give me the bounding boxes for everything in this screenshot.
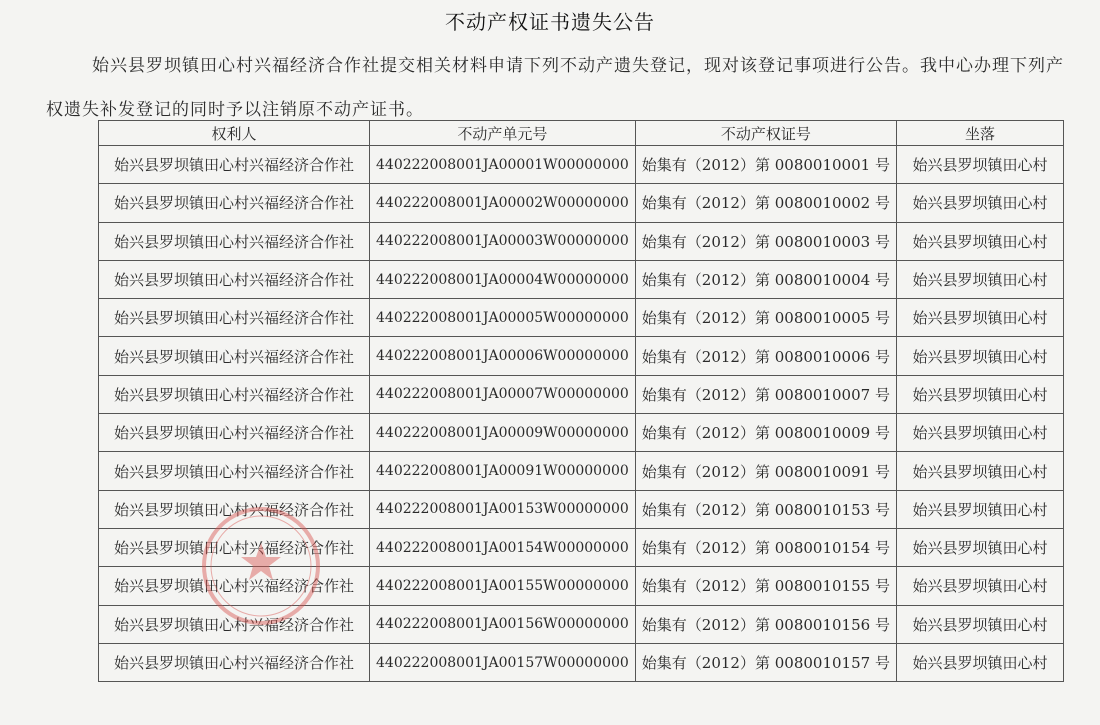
cell-location: 始兴县罗坝镇田心村 bbox=[896, 605, 1063, 643]
cell-unit-number: 440222008001JA00091W00000000 bbox=[370, 452, 636, 490]
cell-location: 始兴县罗坝镇田心村 bbox=[896, 260, 1063, 298]
cell-certificate-number: 始集有（2012）第 0080010007 号 bbox=[635, 375, 896, 413]
table-body bbox=[99, 146, 1064, 682]
cell-owner: 始兴县罗坝镇田心村兴福经济合作社 bbox=[99, 452, 370, 490]
header-owner: 权利人 bbox=[99, 121, 370, 146]
table-row bbox=[99, 375, 1064, 413]
cell-unit-number: 440222008001JA00153W00000000 bbox=[370, 490, 636, 528]
table-row bbox=[99, 605, 1064, 643]
table-row bbox=[99, 184, 1064, 222]
cell-certificate-number: 始集有（2012）第 0080010004 号 bbox=[635, 260, 896, 298]
cell-certificate-number: 始集有（2012）第 0080010005 号 bbox=[635, 299, 896, 337]
cell-certificate-number: 始集有（2012）第 0080010154 号 bbox=[635, 528, 896, 566]
cell-unit-number: 440222008001JA00157W00000000 bbox=[370, 643, 636, 681]
cell-location: 始兴县罗坝镇田心村 bbox=[896, 490, 1063, 528]
table-row bbox=[99, 260, 1064, 298]
cell-unit-number: 440222008001JA00004W00000000 bbox=[370, 260, 636, 298]
cell-unit-number: 440222008001JA00006W00000000 bbox=[370, 337, 636, 375]
cell-certificate-number: 始集有（2012）第 0080010156 号 bbox=[635, 605, 896, 643]
cell-location: 始兴县罗坝镇田心村 bbox=[896, 567, 1063, 605]
cell-owner: 始兴县罗坝镇田心村兴福经济合作社 bbox=[99, 184, 370, 222]
cell-owner: 始兴县罗坝镇田心村兴福经济合作社 bbox=[99, 643, 370, 681]
table-row bbox=[99, 452, 1064, 490]
cell-owner: 始兴县罗坝镇田心村兴福经济合作社 bbox=[99, 528, 370, 566]
cell-certificate-number: 始集有（2012）第 0080010157 号 bbox=[635, 643, 896, 681]
cell-location: 始兴县罗坝镇田心村 bbox=[896, 222, 1063, 260]
header-certificate-number: 不动产权证号 bbox=[635, 121, 896, 146]
lost-certificate-table bbox=[98, 120, 1064, 682]
table-row bbox=[99, 414, 1064, 452]
table-row bbox=[99, 490, 1064, 528]
table-row bbox=[99, 146, 1064, 184]
cell-unit-number: 440222008001JA00003W00000000 bbox=[370, 222, 636, 260]
header-location: 坐落 bbox=[896, 121, 1063, 146]
cell-unit-number: 440222008001JA00155W00000000 bbox=[370, 567, 636, 605]
cell-owner: 始兴县罗坝镇田心村兴福经济合作社 bbox=[99, 337, 370, 375]
cell-owner: 始兴县罗坝镇田心村兴福经济合作社 bbox=[99, 299, 370, 337]
cell-owner: 始兴县罗坝镇田心村兴福经济合作社 bbox=[99, 414, 370, 452]
cell-owner: 始兴县罗坝镇田心村兴福经济合作社 bbox=[99, 146, 370, 184]
cell-unit-number: 440222008001JA00005W00000000 bbox=[370, 299, 636, 337]
cell-owner: 始兴县罗坝镇田心村兴福经济合作社 bbox=[99, 567, 370, 605]
cell-unit-number: 440222008001JA00009W00000000 bbox=[370, 414, 636, 452]
table-row bbox=[99, 643, 1064, 681]
table-row bbox=[99, 567, 1064, 605]
cell-unit-number: 440222008001JA00156W00000000 bbox=[370, 605, 636, 643]
header-unit-number: 不动产单元号 bbox=[370, 121, 636, 146]
table-row bbox=[99, 299, 1064, 337]
announcement-paragraph: 始兴县罗坝镇田心村兴福经济合作社提交相关材料申请下列不动产遗失登记，现对该登记事项进行公告。我中心办理下列产权遗失补发登记的同时予以注销原不动产证书。 bbox=[46, 56, 1064, 120]
cell-location: 始兴县罗坝镇田心村 bbox=[896, 299, 1063, 337]
cell-owner: 始兴县罗坝镇田心村兴福经济合作社 bbox=[99, 490, 370, 528]
cell-location: 始兴县罗坝镇田心村 bbox=[896, 452, 1063, 490]
cell-certificate-number: 始集有（2012）第 0080010091 号 bbox=[635, 452, 896, 490]
cell-certificate-number: 始集有（2012）第 0080010155 号 bbox=[635, 567, 896, 605]
cell-certificate-number: 始集有（2012）第 0080010006 号 bbox=[635, 337, 896, 375]
table-header-row bbox=[99, 121, 1064, 146]
cell-location: 始兴县罗坝镇田心村 bbox=[896, 528, 1063, 566]
cell-unit-number: 440222008001JA00001W00000000 bbox=[370, 146, 636, 184]
cell-owner: 始兴县罗坝镇田心村兴福经济合作社 bbox=[99, 375, 370, 413]
cell-owner: 始兴县罗坝镇田心村兴福经济合作社 bbox=[99, 260, 370, 298]
cell-unit-number: 440222008001JA00007W00000000 bbox=[370, 375, 636, 413]
cell-owner: 始兴县罗坝镇田心村兴福经济合作社 bbox=[99, 605, 370, 643]
cell-unit-number: 440222008001JA00154W00000000 bbox=[370, 528, 636, 566]
cell-location: 始兴县罗坝镇田心村 bbox=[896, 375, 1063, 413]
page-title: 不动产权证书遗失公告 bbox=[445, 10, 655, 34]
cell-location: 始兴县罗坝镇田心村 bbox=[896, 337, 1063, 375]
cell-owner: 始兴县罗坝镇田心村兴福经济合作社 bbox=[99, 222, 370, 260]
cell-certificate-number: 始集有（2012）第 0080010001 号 bbox=[635, 146, 896, 184]
cell-certificate-number: 始集有（2012）第 0080010009 号 bbox=[635, 414, 896, 452]
table-row bbox=[99, 337, 1064, 375]
table-row bbox=[99, 528, 1064, 566]
cell-certificate-number: 始集有（2012）第 0080010003 号 bbox=[635, 222, 896, 260]
cell-certificate-number: 始集有（2012）第 0080010153 号 bbox=[635, 490, 896, 528]
cell-certificate-number: 始集有（2012）第 0080010002 号 bbox=[635, 184, 896, 222]
cell-location: 始兴县罗坝镇田心村 bbox=[896, 184, 1063, 222]
cell-location: 始兴县罗坝镇田心村 bbox=[896, 643, 1063, 681]
cell-location: 始兴县罗坝镇田心村 bbox=[896, 414, 1063, 452]
cell-location: 始兴县罗坝镇田心村 bbox=[896, 146, 1063, 184]
table-row bbox=[99, 222, 1064, 260]
cell-unit-number: 440222008001JA00002W00000000 bbox=[370, 184, 636, 222]
